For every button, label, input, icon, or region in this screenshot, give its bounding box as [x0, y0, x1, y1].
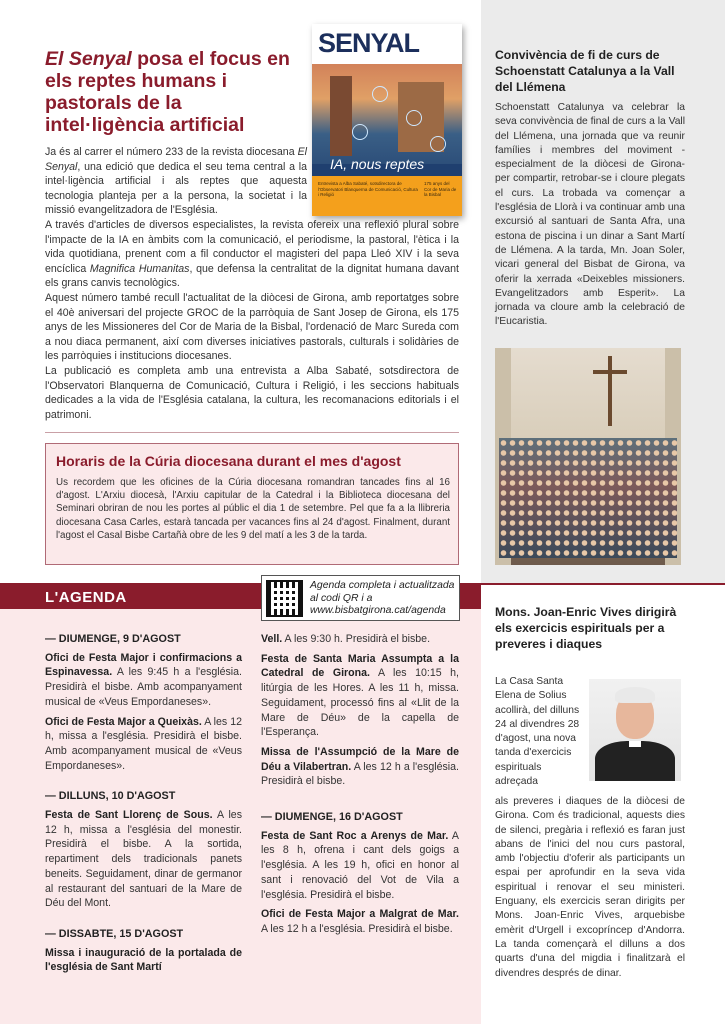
magazine-masthead	[312, 24, 462, 64]
title-emphasis: El Senyal	[45, 48, 132, 70]
event-title: Ofici de Festa Major i confirmacions a Espinavessa.	[45, 651, 242, 679]
vives-title: Mons. Joan-Enric Vives dirigirà els exercicis espirituals per a preveres i diaques	[495, 605, 677, 651]
schoenstatt-text: Schoenstatt Catalunya va celebrar la seva convivència de final de curs a la Vall del Llémena, una jornada que va reunir famílies i membres del moviment -especialment de la diòcesi de Girona- per compartir, retrobar-se i cloure plegats el curs. La trobada va començar a l'església de Llorà i va continuar amb una excursió al santuari de Santa Afra, una estona de piscina i un dinar a Sant Martí de Llémena. A la tarda, Mn. Joan Soler, vicari general del Bisbat de Girona, va oferir la xerrada «Deixebles missioners. Evangelitzadors amb Esperit». La jornada va cloure amb la celebració de l'Eucaristia.	[495, 102, 685, 328]
event-text: A les 8 h, ofrena i cant dels goigs a l'església. A les 19 h, ofici en honor al sant i renovació del Vot de Vila a l'església. Presidirà el bisbe.	[261, 829, 459, 901]
magazine-blurb-secondary: 175 anys del Cor de Maria de la Bisbal	[424, 181, 457, 197]
main-paragraph-3: Aquest número també recull l'actualitat de la diòcesi de Girona, amb reportatges sobre el 40è aniversari del projecte GROC de la parròquia de Sant Josep de Girona, els 175 anys de les Missioneres del Cor de Maria de la Bisbal, l'ordenació de Marc Sureda com a nou diaca permanent, així com diverses iniciatives pastorals, culturals i solidàries de les parròquies i institucions diocesanes.	[45, 291, 459, 363]
text: , que defensa la centralitat de la dignitat humana davant els grans canvis tecnològics.	[45, 262, 459, 290]
agenda-event	[45, 651, 242, 710]
text: , una edició que dedica el seu tema central a la intel·ligència artificial i als reptes que aquesta tecnologia planteja per a la persona, la societat i la missió evangelitzadora de l'Església.	[45, 160, 307, 217]
encyclical-name-italic: Magnifica Humanitas	[89, 262, 190, 275]
qr-box	[261, 575, 460, 621]
group-photo-church	[495, 348, 681, 565]
agenda-event	[261, 829, 459, 903]
event-text: A les 9:30 h. Presidirà el bisbe.	[282, 633, 431, 645]
event-title: Festa de Sant Llorenç de Sous.	[45, 809, 213, 822]
agenda-label: L'AGENDA	[45, 589, 127, 606]
event-title: Ofici de Festa Major a Malgrat de Mar.	[261, 908, 459, 921]
agenda-event	[45, 808, 242, 911]
agenda-day: — DILLUNS, 10 D'AGOST	[45, 790, 176, 803]
portrait-body	[595, 741, 675, 781]
vives-text: als preveres i diaques de la diòcesi de Girona. Com és tradicional, aquests dies de silenci, pregària i reflexió es faran just abans de l'inici del nou curs pastoral, amb l'objectiu d'oferir als participants un espai per aprofundir en la seva vida espiritual i renovar el seu ministeri. Enguany, els exercicis seran dirigits per Mons. Joan-Enric Vives, arquebisbe emèrit d'Urgell i excopríncep d'Andorra. La tanda començarà el dilluns a dos quarts d'una del migdia i finalitzarà el divendres després de dinar.	[495, 796, 685, 979]
magazine-blurb: Entrevista a Alba Sabaté, sotsdirectora de l'Observatori Blanquerna de Comunicació, Cultura i Religió	[318, 181, 418, 197]
bishop-portrait	[589, 679, 681, 781]
agenda-day: — DIUMENGE, 9 D'AGOST	[45, 633, 181, 645]
qr-text: Agenda completa i actualitzada al codi QR i a www.bisbatgirona.cat/agenda	[310, 580, 455, 616]
agenda-column-2	[261, 632, 459, 942]
title-rest: posa el focus en els reptes humans i pastorals de la intel·ligència artificial	[45, 48, 290, 136]
text: Ja és al carrer el número 233 de la revista diocesana	[45, 146, 298, 158]
event-text: A les 10:15 h, litúrgia de les Hores. A les 11 h, missa. Seguidament, processó fins al «Llit de la Mare de Déu» de la capella de l'Esperança.	[261, 667, 459, 739]
agenda-event	[45, 715, 242, 774]
main-paragraph-1	[45, 145, 307, 218]
ai-circle-icon	[372, 86, 388, 102]
divider	[45, 432, 459, 433]
event-title: Vell.	[261, 633, 283, 645]
event-title: Missa i inauguració de la portalada de l'església de Sant Martí	[45, 946, 242, 974]
agenda-day: — DISSABTE, 15 D'AGOST	[45, 927, 184, 940]
event-title: Festa de Santa Maria Assumpta a la Catedral de Girona.	[261, 652, 459, 680]
agenda-event	[45, 946, 242, 975]
magazine-cover-title: IA, nous reptes	[330, 156, 425, 172]
text: A través d'articles de diversos especialistes, la revista ofereix una reflexió plural sobre l'impacte de la IA en àmbits com la comunicació, el periodisme, la pastoral, l'ètica i la vida quotidiana, prenent com a fil conductor el magisteri del papa Lleó XIV i la seva encíclica	[45, 218, 459, 275]
crucifix-bar	[593, 370, 627, 374]
main-paragraph-4: La publicació es completa amb una entrevista a Alba Sabaté, sotsdirectora de l'Observatori Blanquerna de Comunicació, Cultura i Religió, i les seccions habituals dedicades a la vida de l'Església catalana, la cultura, les recomanacions editorials i el patrimoni.	[45, 364, 459, 421]
main-article-body	[45, 145, 459, 422]
magazine-name-italic: El Senyal	[45, 146, 307, 173]
agenda-event	[261, 652, 459, 740]
curia-hours-title: Horaris de la Cúria diocesana durant el mes d'agost	[56, 453, 401, 469]
event-text: A les 12 h a l'església. Presidirà el bisbe.	[261, 922, 453, 935]
agenda-column-1	[45, 632, 242, 980]
agenda-event	[261, 745, 459, 789]
spacer	[45, 916, 242, 927]
ai-circle-icon	[406, 110, 422, 126]
spacer	[261, 794, 459, 810]
magazine-tower-shape	[330, 76, 352, 156]
agenda-event	[261, 907, 459, 936]
event-title: Missa de l'Assumpció de la Mare de Déu a Vilabertran.	[261, 745, 459, 773]
main-paragraph-2	[45, 218, 459, 291]
spacer	[45, 778, 242, 789]
crucifix-icon	[608, 356, 612, 426]
event-text: A les 12 h a l'església. Presidirà el bisbe.	[261, 760, 459, 788]
qr-code-icon[interactable]	[266, 580, 303, 617]
agenda-event	[261, 632, 459, 647]
curia-hours-text: Us recordem que les oficines de la Cúria diocesana romandran tancades fins al 16 d'agost. L'Arxiu diocesà, l'Arxiu capitular de la Catedral i la Biblioteca diocesana del Seminari obriran de nou les portes al públic el dia 1 de setembre. Pel que fa a la llibreria diocesana Casa Carles, estarà tancada per vacances fins al 24 d'agost. Finalment, durant l'agost el Casal Bisbe Cartañà obre de les 9 del matí a les 3 de la tarda.	[56, 477, 450, 541]
event-text: A les 12 h, missa a l'església. Presidirà el bisbe. Amb acompanyament musical de «Veus Empordaneses».	[45, 715, 242, 772]
main-article-title	[45, 48, 305, 136]
event-title: Festa de Sant Roc a Arenys de Mar.	[261, 829, 449, 842]
agenda-header-line	[481, 583, 725, 585]
vives-text-narrow: La Casa Santa Elena de Solius acollirà, del dilluns 24 al divendres 28 d'agost, una nova tanda d'exercicis espirituals adreçada	[495, 676, 580, 788]
portrait-collar	[629, 741, 641, 747]
schoenstatt-title: Convivència de fi de curs de Schoenstatt Catalunya a la Vall del Llémena	[495, 48, 675, 94]
magazine-name: SENYAL	[318, 28, 420, 58]
event-text: A les 12 h, missa a l'església del monestir. Presidirà el bisbe. A la sortida, repartiment dels tradicionals panets beneits. Seguidament, dinar de germanor al restaurant del santuari de la Mare de Déu del Mont.	[45, 809, 242, 910]
event-text: A les 9:45 h a l'església. Presidirà el bisbe. Amb acompanyament musical de «Veus Empordaneses».	[45, 666, 242, 708]
agenda-day: — DIUMENGE, 16 D'AGOST	[261, 811, 403, 824]
portrait-hair	[615, 687, 655, 703]
event-title: Ofici de Festa Major a Queixàs.	[45, 715, 202, 728]
ai-circle-icon	[352, 124, 368, 140]
curia-hours-box	[45, 443, 459, 565]
photo-crowd	[499, 438, 677, 558]
